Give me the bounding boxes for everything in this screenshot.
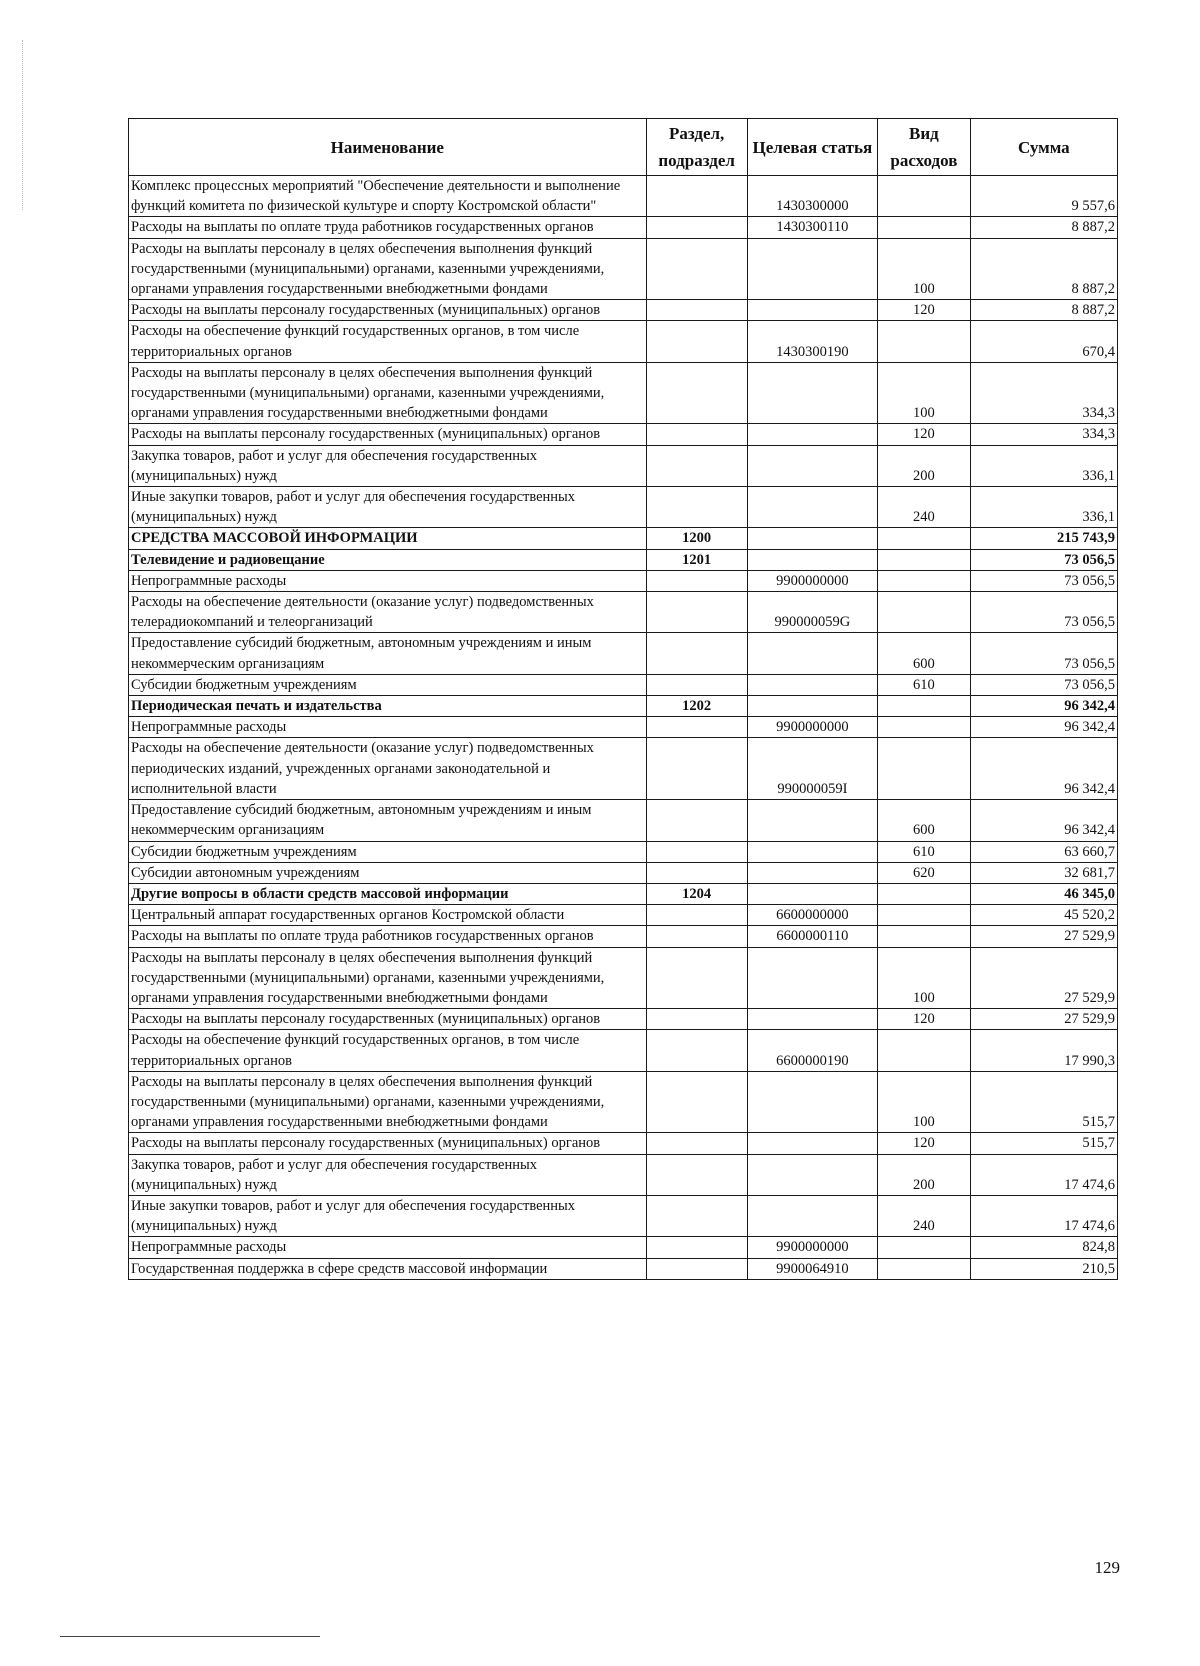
cell-section: 1204: [646, 883, 747, 904]
cell-name: Расходы на обеспечение деятельности (оказание услуг) подведомственных телерадиокомпаний и телеорганизаций: [129, 592, 647, 633]
header-type: Вид расходов: [878, 119, 971, 176]
table-row: [129, 1030, 1118, 1071]
cell-sum: 27 529,9: [970, 1009, 1117, 1030]
cell-sum: 17 474,6: [970, 1154, 1117, 1195]
cell-type: 120: [878, 1009, 971, 1030]
cell-sum: 824,8: [970, 1237, 1117, 1258]
cell-name: Расходы на выплаты персоналу в целях обеспечения выполнения функций государственными (муниципальными) органами, казенными учреждениями, органами управления государственными внебюджетными фондами: [129, 362, 647, 424]
cell-type: [878, 176, 971, 217]
table-row: [129, 926, 1118, 947]
table-row: [129, 862, 1118, 883]
cell-section: [646, 1133, 747, 1154]
table-row: [129, 905, 1118, 926]
cell-sum: 27 529,9: [970, 926, 1117, 947]
cell-target: 9900064910: [747, 1258, 877, 1279]
table-row: [129, 238, 1118, 300]
cell-type: 600: [878, 800, 971, 841]
cell-section: [646, 1030, 747, 1071]
cell-target: [747, 1009, 877, 1030]
cell-sum: 17 474,6: [970, 1195, 1117, 1236]
cell-name: Расходы на выплаты по оплате труда работников государственных органов: [129, 926, 647, 947]
cell-section: [646, 1195, 747, 1236]
cell-name: Центральный аппарат государственных органов Костромской области: [129, 905, 647, 926]
cell-sum: 9 557,6: [970, 176, 1117, 217]
cell-type: 610: [878, 841, 971, 862]
cell-name: СРЕДСТВА МАССОВОЙ ИНФОРМАЦИИ: [129, 528, 647, 549]
cell-sum: 336,1: [970, 487, 1117, 528]
table-row: [129, 800, 1118, 841]
cell-section: [646, 1237, 747, 1258]
cell-name: Расходы на выплаты персоналу государственных (муниципальных) органов: [129, 1009, 647, 1030]
cell-sum: 8 887,2: [970, 300, 1117, 321]
cell-sum: 336,1: [970, 445, 1117, 486]
header-section: Раздел, подраздел: [646, 119, 747, 176]
cell-name: Иные закупки товаров, работ и услуг для обеспечения государственных (муниципальных) нужд: [129, 487, 647, 528]
cell-target: 990000059G: [747, 592, 877, 633]
cell-name: Расходы на выплаты персоналу государственных (муниципальных) органов: [129, 1133, 647, 1154]
cell-type: [878, 1030, 971, 1071]
cell-name: Расходы на выплаты персоналу государственных (муниципальных) органов: [129, 300, 647, 321]
cell-target: [747, 424, 877, 445]
table-row: [129, 549, 1118, 570]
cell-sum: 27 529,9: [970, 947, 1117, 1009]
cell-sum: 96 342,4: [970, 738, 1117, 800]
cell-section: [646, 362, 747, 424]
cell-target: [747, 1154, 877, 1195]
cell-sum: 215 743,9: [970, 528, 1117, 549]
scan-margin-mark: [22, 40, 23, 210]
cell-section: [646, 300, 747, 321]
table-row: [129, 424, 1118, 445]
cell-target: 1430300110: [747, 217, 877, 238]
table-row: [129, 217, 1118, 238]
table-row: [129, 633, 1118, 674]
budget-table: [128, 118, 1118, 1280]
cell-type: [878, 321, 971, 362]
table-row: [129, 1258, 1118, 1279]
cell-type: [878, 696, 971, 717]
footer-rule: [60, 1636, 320, 1637]
cell-target: [747, 883, 877, 904]
table-row: [129, 321, 1118, 362]
cell-type: [878, 1258, 971, 1279]
cell-sum: 46 345,0: [970, 883, 1117, 904]
cell-section: [646, 592, 747, 633]
cell-name: Субсидии автономным учреждениям: [129, 862, 647, 883]
table-row: [129, 841, 1118, 862]
cell-name: Расходы на обеспечение деятельности (оказание услуг) подведомственных периодических изданий, учрежденных органами законодательной и исполнительной власти: [129, 738, 647, 800]
cell-type: [878, 217, 971, 238]
table-row: [129, 528, 1118, 549]
cell-name: Расходы на выплаты персоналу в целях обеспечения выполнения функций государственными (муниципальными) органами, казенными учреждениями, органами управления государственными внебюджетными фондами: [129, 1071, 647, 1133]
cell-target: [747, 633, 877, 674]
cell-target: [747, 1071, 877, 1133]
table-row: [129, 1009, 1118, 1030]
cell-sum: 17 990,3: [970, 1030, 1117, 1071]
cell-type: [878, 738, 971, 800]
cell-sum: 73 056,5: [970, 633, 1117, 674]
cell-name: Расходы на выплаты персоналу в целях обеспечения выполнения функций государственными (муниципальными) органами, казенными учреждениями, органами управления государственными внебюджетными фондами: [129, 947, 647, 1009]
cell-type: 200: [878, 445, 971, 486]
table-row: [129, 947, 1118, 1009]
table-header-row: [129, 119, 1118, 176]
table-row: [129, 300, 1118, 321]
cell-target: [747, 549, 877, 570]
cell-target: 990000059I: [747, 738, 877, 800]
cell-name: Закупка товаров, работ и услуг для обеспечения государственных (муниципальных) нужд: [129, 1154, 647, 1195]
cell-type: 200: [878, 1154, 971, 1195]
cell-sum: 8 887,2: [970, 217, 1117, 238]
cell-section: [646, 1258, 747, 1279]
cell-target: 9900000000: [747, 717, 877, 738]
table-row: [129, 1071, 1118, 1133]
cell-type: [878, 883, 971, 904]
cell-name: Расходы на выплаты персоналу в целях обеспечения выполнения функций государственными (муниципальными) органами, казенными учреждениями, органами управления государственными внебюджетными фондами: [129, 238, 647, 300]
cell-type: [878, 592, 971, 633]
cell-name: Субсидии бюджетным учреждениям: [129, 674, 647, 695]
cell-name: Расходы на обеспечение функций государственных органов, в том числе территориальных органов: [129, 1030, 647, 1071]
cell-target: [747, 487, 877, 528]
table-row: [129, 696, 1118, 717]
cell-section: [646, 424, 747, 445]
cell-section: [646, 862, 747, 883]
table-row: [129, 1133, 1118, 1154]
cell-target: 9900000000: [747, 1237, 877, 1258]
cell-type: [878, 549, 971, 570]
cell-sum: 73 056,5: [970, 570, 1117, 591]
cell-target: 1430300190: [747, 321, 877, 362]
cell-type: 610: [878, 674, 971, 695]
table-row: [129, 487, 1118, 528]
cell-name: Непрограммные расходы: [129, 570, 647, 591]
cell-target: [747, 674, 877, 695]
cell-target: 6600000110: [747, 926, 877, 947]
cell-section: [646, 445, 747, 486]
cell-type: [878, 570, 971, 591]
cell-section: [646, 800, 747, 841]
cell-sum: 334,3: [970, 362, 1117, 424]
cell-section: [646, 841, 747, 862]
cell-name: Расходы на обеспечение функций государственных органов, в том числе территориальных органов: [129, 321, 647, 362]
cell-section: [646, 674, 747, 695]
cell-type: 100: [878, 362, 971, 424]
header-name: Наименование: [129, 119, 647, 176]
cell-target: 6600000190: [747, 1030, 877, 1071]
table-row: [129, 717, 1118, 738]
cell-section: [646, 738, 747, 800]
cell-sum: 670,4: [970, 321, 1117, 362]
cell-sum: 73 056,5: [970, 592, 1117, 633]
cell-target: [747, 362, 877, 424]
cell-section: 1201: [646, 549, 747, 570]
cell-target: 9900000000: [747, 570, 877, 591]
cell-sum: 96 342,4: [970, 717, 1117, 738]
cell-target: [747, 947, 877, 1009]
cell-name: Другие вопросы в области средств массовой информации: [129, 883, 647, 904]
cell-name: Предоставление субсидий бюджетным, автономным учреждениям и иным некоммерческим организациям: [129, 633, 647, 674]
cell-sum: 8 887,2: [970, 238, 1117, 300]
cell-type: 240: [878, 1195, 971, 1236]
cell-sum: 73 056,5: [970, 549, 1117, 570]
table-row: [129, 1154, 1118, 1195]
cell-target: [747, 841, 877, 862]
cell-type: [878, 528, 971, 549]
cell-section: [646, 321, 747, 362]
cell-type: 620: [878, 862, 971, 883]
table-row: [129, 883, 1118, 904]
cell-section: [646, 570, 747, 591]
cell-type: 100: [878, 1071, 971, 1133]
cell-type: 100: [878, 238, 971, 300]
cell-sum: 515,7: [970, 1133, 1117, 1154]
cell-sum: 515,7: [970, 1071, 1117, 1133]
cell-type: 120: [878, 300, 971, 321]
table-row: [129, 176, 1118, 217]
table-row: [129, 592, 1118, 633]
cell-target: [747, 1195, 877, 1236]
cell-name: Субсидии бюджетным учреждениям: [129, 841, 647, 862]
cell-section: [646, 905, 747, 926]
cell-target: 6600000000: [747, 905, 877, 926]
cell-sum: 63 660,7: [970, 841, 1117, 862]
cell-target: [747, 800, 877, 841]
cell-target: [747, 528, 877, 549]
cell-name: Иные закупки товаров, работ и услуг для обеспечения государственных (муниципальных) нужд: [129, 1195, 647, 1236]
cell-name: Телевидение и радиовещание: [129, 549, 647, 570]
cell-sum: 45 520,2: [970, 905, 1117, 926]
table-row: [129, 445, 1118, 486]
cell-section: [646, 947, 747, 1009]
cell-type: 120: [878, 424, 971, 445]
cell-target: [747, 445, 877, 486]
table-row: [129, 1195, 1118, 1236]
cell-name: Непрограммные расходы: [129, 1237, 647, 1258]
cell-name: Периодическая печать и издательства: [129, 696, 647, 717]
cell-name: Предоставление субсидий бюджетным, автономным учреждениям и иным некоммерческим организациям: [129, 800, 647, 841]
cell-section: [646, 217, 747, 238]
cell-sum: 32 681,7: [970, 862, 1117, 883]
cell-target: [747, 1133, 877, 1154]
cell-name: Государственная поддержка в сфере средств массовой информации: [129, 1258, 647, 1279]
cell-section: [646, 1154, 747, 1195]
table-row: [129, 674, 1118, 695]
cell-sum: 210,5: [970, 1258, 1117, 1279]
cell-section: [646, 717, 747, 738]
cell-target: [747, 696, 877, 717]
table-row: [129, 570, 1118, 591]
cell-type: [878, 717, 971, 738]
cell-type: 100: [878, 947, 971, 1009]
cell-name: Расходы на выплаты по оплате труда работников государственных органов: [129, 217, 647, 238]
cell-type: [878, 1237, 971, 1258]
cell-sum: 73 056,5: [970, 674, 1117, 695]
cell-sum: 334,3: [970, 424, 1117, 445]
table-row: [129, 362, 1118, 424]
header-target: Целевая статья: [747, 119, 877, 176]
cell-name: Комплекс процессных мероприятий "Обеспечение деятельности и выполнение функций комитета по физической культуре и спорту Костромской области": [129, 176, 647, 217]
cell-section: [646, 487, 747, 528]
cell-target: [747, 238, 877, 300]
cell-sum: 96 342,4: [970, 800, 1117, 841]
cell-target: [747, 862, 877, 883]
cell-section: [646, 633, 747, 674]
cell-name: Непрограммные расходы: [129, 717, 647, 738]
cell-type: 240: [878, 487, 971, 528]
table-row: [129, 1237, 1118, 1258]
cell-section: [646, 1009, 747, 1030]
cell-type: 120: [878, 1133, 971, 1154]
cell-section: 1200: [646, 528, 747, 549]
cell-section: [646, 1071, 747, 1133]
table-row: [129, 738, 1118, 800]
page-number: 129: [1094, 1558, 1120, 1577]
cell-target: 1430300000: [747, 176, 877, 217]
table-body: [129, 176, 1118, 1280]
cell-section: [646, 238, 747, 300]
cell-target: [747, 300, 877, 321]
cell-type: [878, 926, 971, 947]
header-sum: Сумма: [970, 119, 1117, 176]
cell-section: 1202: [646, 696, 747, 717]
cell-section: [646, 926, 747, 947]
cell-section: [646, 176, 747, 217]
cell-type: [878, 905, 971, 926]
cell-name: Расходы на выплаты персоналу государственных (муниципальных) органов: [129, 424, 647, 445]
cell-type: 600: [878, 633, 971, 674]
cell-sum: 96 342,4: [970, 696, 1117, 717]
cell-name: Закупка товаров, работ и услуг для обеспечения государственных (муниципальных) нужд: [129, 445, 647, 486]
